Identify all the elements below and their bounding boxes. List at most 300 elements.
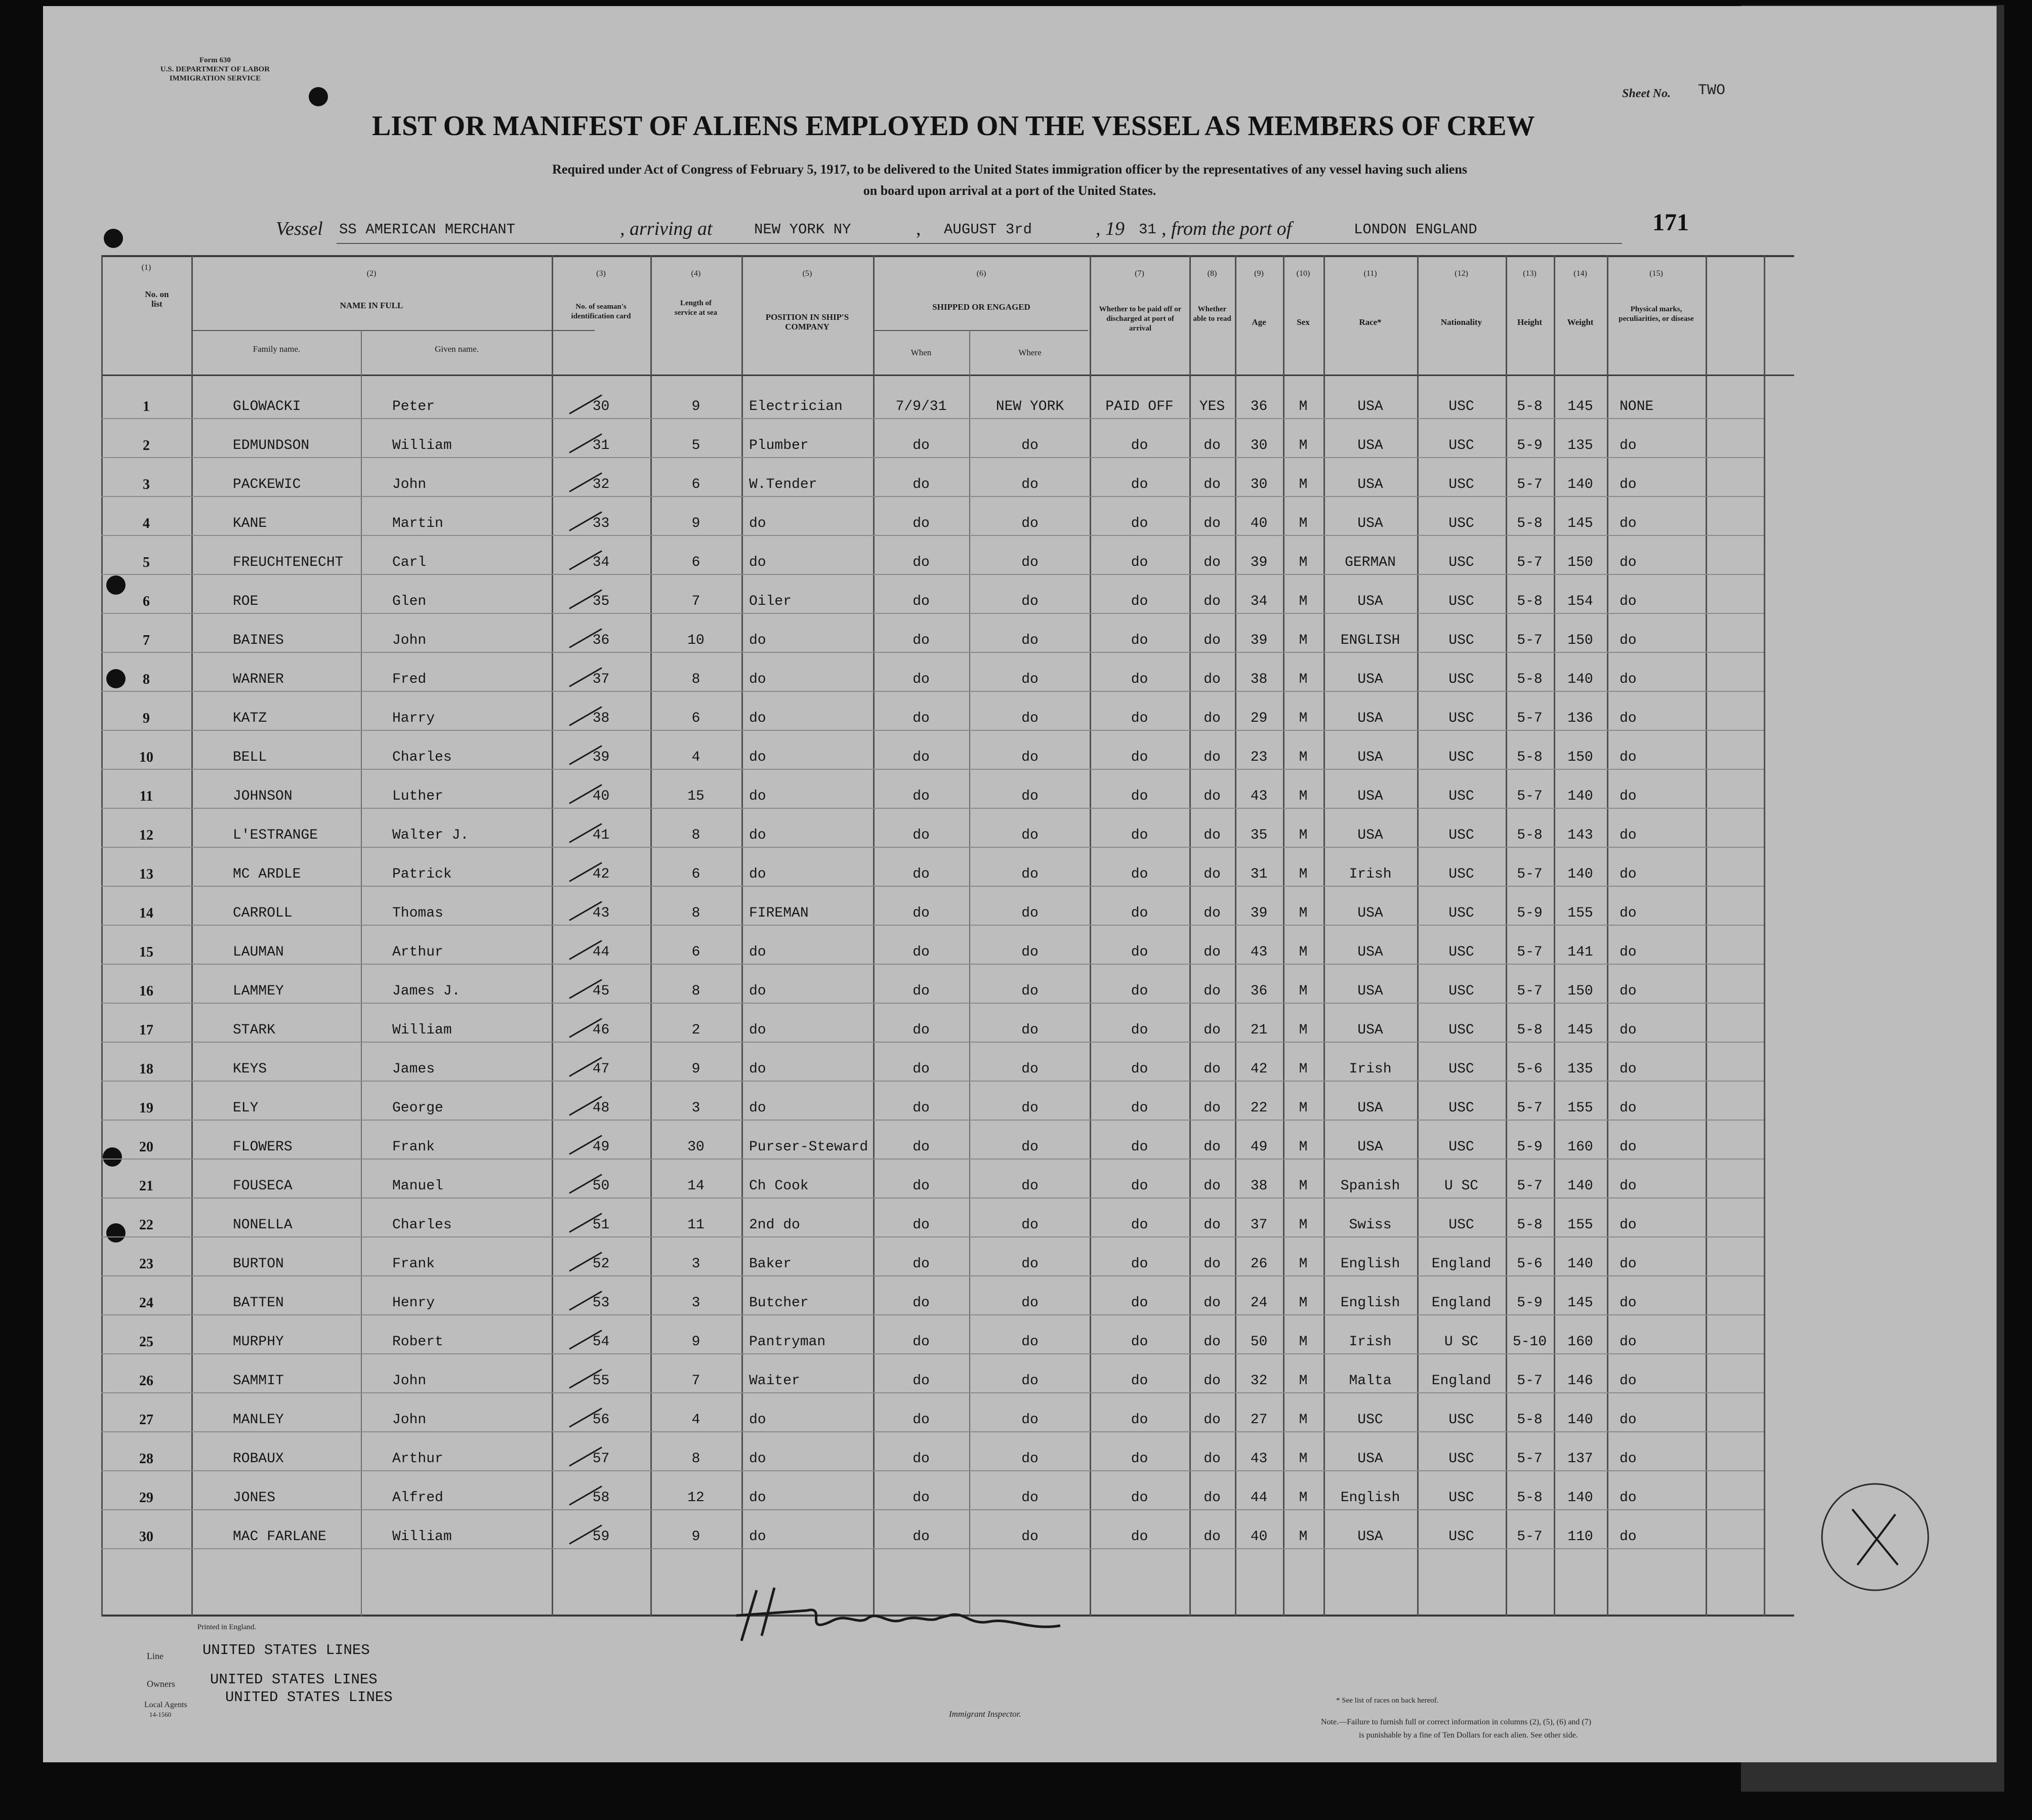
able-to-read-cell: do [1204, 1490, 1221, 1506]
able-to-read-cell: do [1204, 1256, 1221, 1272]
family-name-cell: FLOWERS [233, 1139, 293, 1155]
height-cell: 5-8 [1517, 750, 1543, 765]
row-number: 8 [143, 672, 150, 687]
sex-cell: M [1299, 1256, 1308, 1272]
physical-marks-cell: do [1620, 1256, 1637, 1272]
from-port-label: , from the port of [1162, 218, 1292, 239]
family-name-cell: LAUMAN [233, 944, 284, 960]
col-number: (2) [366, 269, 377, 278]
sex-cell: M [1299, 711, 1308, 726]
race-cell: Swiss [1349, 1217, 1392, 1233]
row-number: 21 [139, 1178, 153, 1194]
header-able-to-read: Whether able to read [1193, 305, 1231, 323]
family-name-cell: STARK [233, 1022, 276, 1038]
age-cell: 24 [1250, 1295, 1268, 1311]
position-cell: do [749, 1061, 766, 1077]
row-number: 1 [143, 399, 150, 415]
nationality-cell: USC [1448, 399, 1474, 415]
position-cell: W.Tender [749, 477, 817, 492]
when-cell: do [913, 1529, 930, 1545]
sex-cell: M [1299, 1061, 1308, 1077]
height-cell: 5-7 [1517, 1451, 1543, 1467]
where-cell: do [1021, 1334, 1039, 1350]
race-cell: Irish [1349, 866, 1392, 882]
weight-cell: 155 [1567, 905, 1593, 921]
paid-off-cell: do [1131, 516, 1148, 531]
inspector-label: Immigrant Inspector. [949, 1709, 1021, 1719]
given-name-cell: James [392, 1061, 435, 1077]
race-cell: USA [1357, 1022, 1383, 1038]
service-length-cell: 7 [691, 1373, 700, 1389]
given-name-cell: William [392, 1529, 452, 1545]
line-value: UNITED STATES LINES [202, 1642, 370, 1659]
able-to-read-cell: do [1204, 1022, 1221, 1038]
nationality-cell: USC [1448, 1061, 1474, 1077]
row-rule [101, 1314, 1764, 1315]
nationality-cell: USC [1448, 1100, 1474, 1116]
weight-cell: 135 [1567, 438, 1593, 453]
nationality-cell: England [1431, 1256, 1491, 1272]
position-cell: Oiler [749, 594, 792, 609]
name-header-divider [192, 330, 595, 331]
col-number: (9) [1254, 269, 1264, 278]
nationality-cell: USC [1448, 1139, 1474, 1155]
when-cell: do [913, 866, 930, 882]
age-cell: 37 [1250, 1217, 1268, 1233]
age-cell: 43 [1250, 944, 1268, 960]
service-length-cell: 15 [687, 789, 704, 804]
row-rule [101, 925, 1764, 926]
where-cell: do [1021, 828, 1039, 843]
race-cell: USA [1357, 1529, 1383, 1545]
weight-cell: 135 [1567, 1061, 1593, 1077]
position-cell: Pantryman [749, 1334, 826, 1350]
physical-marks-cell: do [1620, 1529, 1637, 1545]
row-number: 9 [143, 711, 150, 726]
height-cell: 5-7 [1517, 944, 1543, 960]
race-cell: USA [1357, 477, 1383, 492]
position-cell: Plumber [749, 438, 809, 453]
physical-marks-cell: do [1620, 594, 1637, 609]
given-name-cell: John [392, 1373, 427, 1389]
subtitle-line-1: Required under Act of Congress of February 5, 1917, to be delivered to the United States immigration officer by the representatives of any vessel having such aliens [552, 162, 1467, 177]
where-cell: do [1021, 1490, 1039, 1506]
row-number: 27 [139, 1412, 153, 1428]
col-number: (7) [1135, 269, 1144, 278]
nationality-cell: USC [1448, 516, 1474, 531]
able-to-read-cell: do [1204, 1061, 1221, 1077]
nationality-cell: USC [1448, 1529, 1474, 1545]
race-cell: USA [1357, 672, 1383, 687]
paid-off-cell: do [1131, 750, 1148, 765]
when-cell: do [913, 1451, 930, 1467]
col-number: (12) [1455, 269, 1468, 278]
row-rule [101, 1197, 1764, 1198]
age-cell: 29 [1250, 711, 1268, 726]
position-cell: do [749, 1100, 766, 1116]
service-length-cell: 3 [691, 1100, 700, 1116]
nationality-cell: U SC [1444, 1178, 1479, 1194]
position-cell: do [749, 516, 766, 531]
arriving-label: , arriving at [620, 218, 713, 239]
sex-cell: M [1299, 672, 1308, 687]
vessel-label: Vessel [276, 218, 323, 239]
height-cell: 5-8 [1517, 399, 1543, 415]
row-number: 23 [139, 1256, 153, 1272]
row-rule [101, 1548, 1764, 1549]
race-cell: USA [1357, 594, 1383, 609]
height-cell: 5-8 [1517, 1490, 1543, 1506]
id-card-cell: 33 [592, 516, 610, 531]
physical-marks-cell: do [1620, 1139, 1637, 1155]
sex-cell: M [1299, 594, 1308, 609]
where-cell: do [1021, 594, 1039, 609]
service-length-cell: 8 [691, 983, 700, 999]
when-cell: do [913, 438, 930, 453]
penalty-note-line-2: is punishable by a fine of Ten Dollars for each alien. See other side. [1359, 1731, 1578, 1740]
page-title: LIST OR MANIFEST OF ALIENS EMPLOYED ON THE VESSEL AS MEMBERS OF CREW [372, 110, 1535, 142]
agents-label: Local Agents [144, 1701, 187, 1709]
weight-cell: 145 [1567, 1295, 1593, 1311]
header-height: Height [1517, 317, 1543, 327]
given-name-cell: Harry [392, 711, 435, 726]
row-number: 10 [139, 750, 153, 765]
nationality-cell: USC [1448, 438, 1474, 453]
age-cell: 38 [1250, 1178, 1268, 1194]
weight-cell: 150 [1567, 983, 1593, 999]
family-name-cell: MURPHY [233, 1334, 284, 1350]
race-cell: USA [1357, 1139, 1383, 1155]
service-length-cell: 6 [691, 711, 700, 726]
where-cell: do [1021, 1529, 1039, 1545]
height-cell: 5-7 [1517, 711, 1543, 726]
position-cell: do [749, 555, 766, 570]
sex-cell: M [1299, 516, 1308, 531]
nationality-cell: USC [1448, 750, 1474, 765]
service-length-cell: 9 [691, 1334, 700, 1350]
header-sex: Sex [1297, 317, 1310, 327]
position-cell: do [749, 944, 766, 960]
given-name-cell: James J. [392, 983, 461, 999]
row-number: 15 [139, 944, 153, 960]
sex-cell: M [1299, 1529, 1308, 1545]
age-cell: 40 [1250, 1529, 1268, 1545]
weight-cell: 150 [1567, 750, 1593, 765]
race-cell: English [1340, 1490, 1400, 1506]
height-cell: 5-7 [1517, 789, 1543, 804]
weight-cell: 140 [1567, 1256, 1593, 1272]
service-length-cell: 7 [691, 594, 700, 609]
sex-cell: M [1299, 1334, 1308, 1350]
age-cell: 43 [1250, 789, 1268, 804]
vessel-name: SS AMERICAN MERCHANT [339, 221, 516, 238]
sex-cell: M [1299, 828, 1308, 843]
when-cell: do [913, 1022, 930, 1038]
given-name-cell: Luther [392, 789, 443, 804]
sheet-no-value: TWO [1698, 82, 1726, 99]
punch-hole [104, 229, 123, 248]
id-card-cell: 45 [592, 983, 610, 999]
weight-cell: 140 [1567, 1178, 1593, 1194]
where-cell: do [1021, 789, 1039, 804]
when-cell: do [913, 1490, 930, 1506]
id-card-cell: 55 [592, 1373, 610, 1389]
line-label: Line [147, 1651, 163, 1661]
where-cell: do [1021, 1139, 1039, 1155]
row-rule [101, 886, 1764, 887]
height-cell: 5-8 [1517, 828, 1543, 843]
given-name-cell: Frank [392, 1139, 435, 1155]
header-race: Race* [1359, 317, 1382, 327]
age-cell: 26 [1250, 1256, 1268, 1272]
age-cell: 31 [1250, 866, 1268, 882]
height-cell: 5-7 [1517, 1100, 1543, 1116]
position-cell: do [749, 1022, 766, 1038]
row-number: 6 [143, 594, 150, 609]
paid-off-cell: do [1131, 477, 1148, 492]
col-number: (14) [1573, 269, 1587, 278]
header-position: POSITION IN SHIP'S COMPANY [765, 312, 849, 332]
arriving-port: NEW YORK NY [754, 221, 851, 238]
given-name-cell: John [392, 477, 427, 492]
family-name-cell: FOUSECA [233, 1178, 293, 1194]
sex-cell: M [1299, 1412, 1308, 1428]
given-name-cell: Robert [392, 1334, 443, 1350]
when-cell: do [913, 1256, 930, 1272]
id-card-cell: 46 [592, 1022, 610, 1038]
nationality-cell: USC [1448, 477, 1474, 492]
paid-off-cell: PAID OFF [1105, 399, 1174, 415]
weight-cell: 141 [1567, 944, 1593, 960]
header-paid-off: Whether to be paid off or discharged at port of arrival [1099, 305, 1182, 333]
id-card-cell: 40 [592, 789, 610, 804]
year-prefix: , 19 [1096, 218, 1125, 239]
paid-off-cell: do [1131, 866, 1148, 882]
id-card-cell: 37 [592, 672, 610, 687]
race-cell: Malta [1349, 1373, 1392, 1389]
race-cell: Irish [1349, 1061, 1392, 1077]
where-cell: do [1021, 983, 1039, 999]
given-name-cell: Thomas [392, 905, 443, 921]
family-name-cell: WARNER [233, 672, 284, 687]
circled-x-mark [1817, 1479, 1933, 1595]
physical-marks-cell: do [1620, 983, 1637, 999]
nationality-cell: England [1431, 1373, 1491, 1389]
weight-cell: 150 [1567, 633, 1593, 648]
agents-value: UNITED STATES LINES [225, 1689, 393, 1706]
row-number: 18 [139, 1061, 153, 1077]
nationality-cell: USC [1448, 828, 1474, 843]
physical-marks-cell: NONE [1620, 399, 1654, 415]
service-length-cell: 10 [687, 633, 704, 648]
id-card-cell: 31 [592, 438, 610, 453]
height-cell: 5-8 [1517, 1022, 1543, 1038]
age-cell: 39 [1250, 905, 1268, 921]
where-cell: do [1021, 1061, 1039, 1077]
paid-off-cell: do [1131, 1490, 1148, 1506]
row-number: 22 [139, 1217, 153, 1233]
col-rule [191, 255, 193, 1617]
col-number: (10) [1296, 269, 1310, 278]
family-name-cell: ROBAUX [233, 1451, 284, 1467]
arrival-date: AUGUST 3rd [944, 221, 1032, 238]
age-cell: 39 [1250, 633, 1268, 648]
family-name-cell: NONELLA [233, 1217, 293, 1233]
able-to-read-cell: do [1204, 594, 1221, 609]
physical-marks-cell: do [1620, 828, 1637, 843]
header-age: Age [1252, 317, 1266, 327]
where-cell: do [1021, 1451, 1039, 1467]
paid-off-cell: do [1131, 633, 1148, 648]
when-cell: do [913, 672, 930, 687]
penalty-note-line-1: Note.—Failure to furnish full or correct information in columns (2), (5), (6) and (7) [1321, 1718, 1592, 1726]
sex-cell: M [1299, 750, 1308, 765]
id-card-cell: 42 [592, 866, 610, 882]
owners-label: Owners [147, 1679, 175, 1689]
sex-cell: M [1299, 399, 1308, 415]
table-top-rule [101, 255, 1794, 257]
age-cell: 39 [1250, 555, 1268, 570]
able-to-read-cell: do [1204, 1373, 1221, 1389]
family-name-cell: BAINES [233, 633, 284, 648]
where-cell: do [1021, 1100, 1039, 1116]
family-name-cell: BELL [233, 750, 267, 765]
family-name-cell: JOHNSON [233, 789, 293, 804]
able-to-read-cell: do [1204, 555, 1221, 570]
able-to-read-cell: do [1204, 1100, 1221, 1116]
when-cell: do [913, 1217, 930, 1233]
id-card-cell: 52 [592, 1256, 610, 1272]
paid-off-cell: do [1131, 1256, 1148, 1272]
family-name-cell: ELY [233, 1100, 259, 1116]
id-card-cell: 54 [592, 1334, 610, 1350]
weight-cell: 140 [1567, 866, 1593, 882]
id-card-cell: 56 [592, 1412, 610, 1428]
race-cell: USA [1357, 750, 1383, 765]
race-cell: USA [1357, 983, 1383, 999]
service-length-cell: 6 [691, 477, 700, 492]
height-cell: 5-8 [1517, 672, 1543, 687]
row-rule [101, 613, 1764, 614]
row-rule [101, 1159, 1764, 1160]
physical-marks-cell: do [1620, 711, 1637, 726]
able-to-read-cell: do [1204, 438, 1221, 453]
able-to-read-cell: do [1204, 711, 1221, 726]
position-cell: do [749, 1451, 766, 1467]
header-given-name: Given name. [435, 344, 479, 354]
height-cell: 5-7 [1517, 983, 1543, 999]
age-cell: 23 [1250, 750, 1268, 765]
col-number: (8) [1207, 269, 1217, 278]
age-cell: 36 [1250, 399, 1268, 415]
when-cell: do [913, 1061, 930, 1077]
physical-marks-cell: do [1620, 1451, 1637, 1467]
department-name: U.S. DEPARTMENT OF LABOR [160, 65, 270, 73]
where-cell: do [1021, 944, 1039, 960]
service-length-cell: 3 [691, 1295, 700, 1311]
physical-marks-cell: do [1620, 789, 1637, 804]
id-card-cell: 49 [592, 1139, 610, 1155]
id-card-cell: 34 [592, 555, 610, 570]
row-rule [101, 1003, 1764, 1004]
row-rule [101, 574, 1764, 575]
nationality-cell: USC [1448, 944, 1474, 960]
nationality-cell: USC [1448, 555, 1474, 570]
nationality-cell: USC [1448, 633, 1474, 648]
nationality-cell: USC [1448, 866, 1474, 882]
paid-off-cell: do [1131, 711, 1148, 726]
where-cell: do [1021, 672, 1039, 687]
service-length-cell: 8 [691, 905, 700, 921]
where-cell: do [1021, 633, 1039, 648]
weight-cell: 140 [1567, 672, 1593, 687]
vessel-underline [337, 243, 1622, 244]
age-cell: 36 [1250, 983, 1268, 999]
when-cell: do [913, 1178, 930, 1194]
row-number: 16 [139, 983, 153, 999]
when-cell: do [913, 1334, 930, 1350]
weight-cell: 136 [1567, 711, 1593, 726]
family-name-cell: FREUCHTENECHT [233, 555, 344, 570]
where-cell: NEW YORK [996, 399, 1064, 415]
where-cell: do [1021, 1178, 1039, 1194]
manifest-sheet [43, 6, 1997, 1762]
able-to-read-cell: YES [1199, 399, 1225, 415]
row-number: 30 [139, 1529, 153, 1545]
where-cell: do [1021, 866, 1039, 882]
nationality-cell: USC [1448, 905, 1474, 921]
position-cell: do [749, 983, 766, 999]
id-card-cell: 51 [592, 1217, 610, 1233]
service-length-cell: 30 [687, 1139, 704, 1155]
paid-off-cell: do [1131, 1100, 1148, 1116]
race-cell: USA [1357, 711, 1383, 726]
nationality-cell: USC [1448, 594, 1474, 609]
row-number: 4 [143, 516, 150, 531]
paid-off-cell: do [1131, 1451, 1148, 1467]
col-number: (15) [1649, 269, 1663, 278]
height-cell: 5-9 [1517, 438, 1543, 453]
physical-marks-cell: do [1620, 750, 1637, 765]
row-number: 19 [139, 1100, 153, 1116]
row-number: 28 [139, 1451, 153, 1467]
height-cell: 5-7 [1517, 555, 1543, 570]
where-cell: do [1021, 1217, 1039, 1233]
able-to-read-cell: do [1204, 789, 1221, 804]
service-length-cell: 8 [691, 1451, 700, 1467]
id-card-cell: 47 [592, 1061, 610, 1077]
id-card-cell: 50 [592, 1178, 610, 1194]
paid-off-cell: do [1131, 1529, 1148, 1545]
family-name-cell: GLOWACKI [233, 399, 301, 415]
position-cell: Electrician [749, 399, 843, 415]
service-length-cell: 9 [691, 516, 700, 531]
nationality-cell: USC [1448, 789, 1474, 804]
height-cell: 5-9 [1517, 1139, 1543, 1155]
able-to-read-cell: do [1204, 672, 1221, 687]
age-cell: 32 [1250, 1373, 1268, 1389]
nationality-cell: USC [1448, 1022, 1474, 1038]
physical-marks-cell: do [1620, 1022, 1637, 1038]
row-rule [101, 1509, 1764, 1510]
race-cell: GERMAN [1345, 555, 1396, 570]
row-rule [101, 769, 1764, 770]
weight-cell: 146 [1567, 1373, 1593, 1389]
position-cell: do [749, 633, 766, 648]
when-cell: do [913, 633, 930, 648]
position-cell: Butcher [749, 1295, 809, 1311]
weight-cell: 155 [1567, 1217, 1593, 1233]
